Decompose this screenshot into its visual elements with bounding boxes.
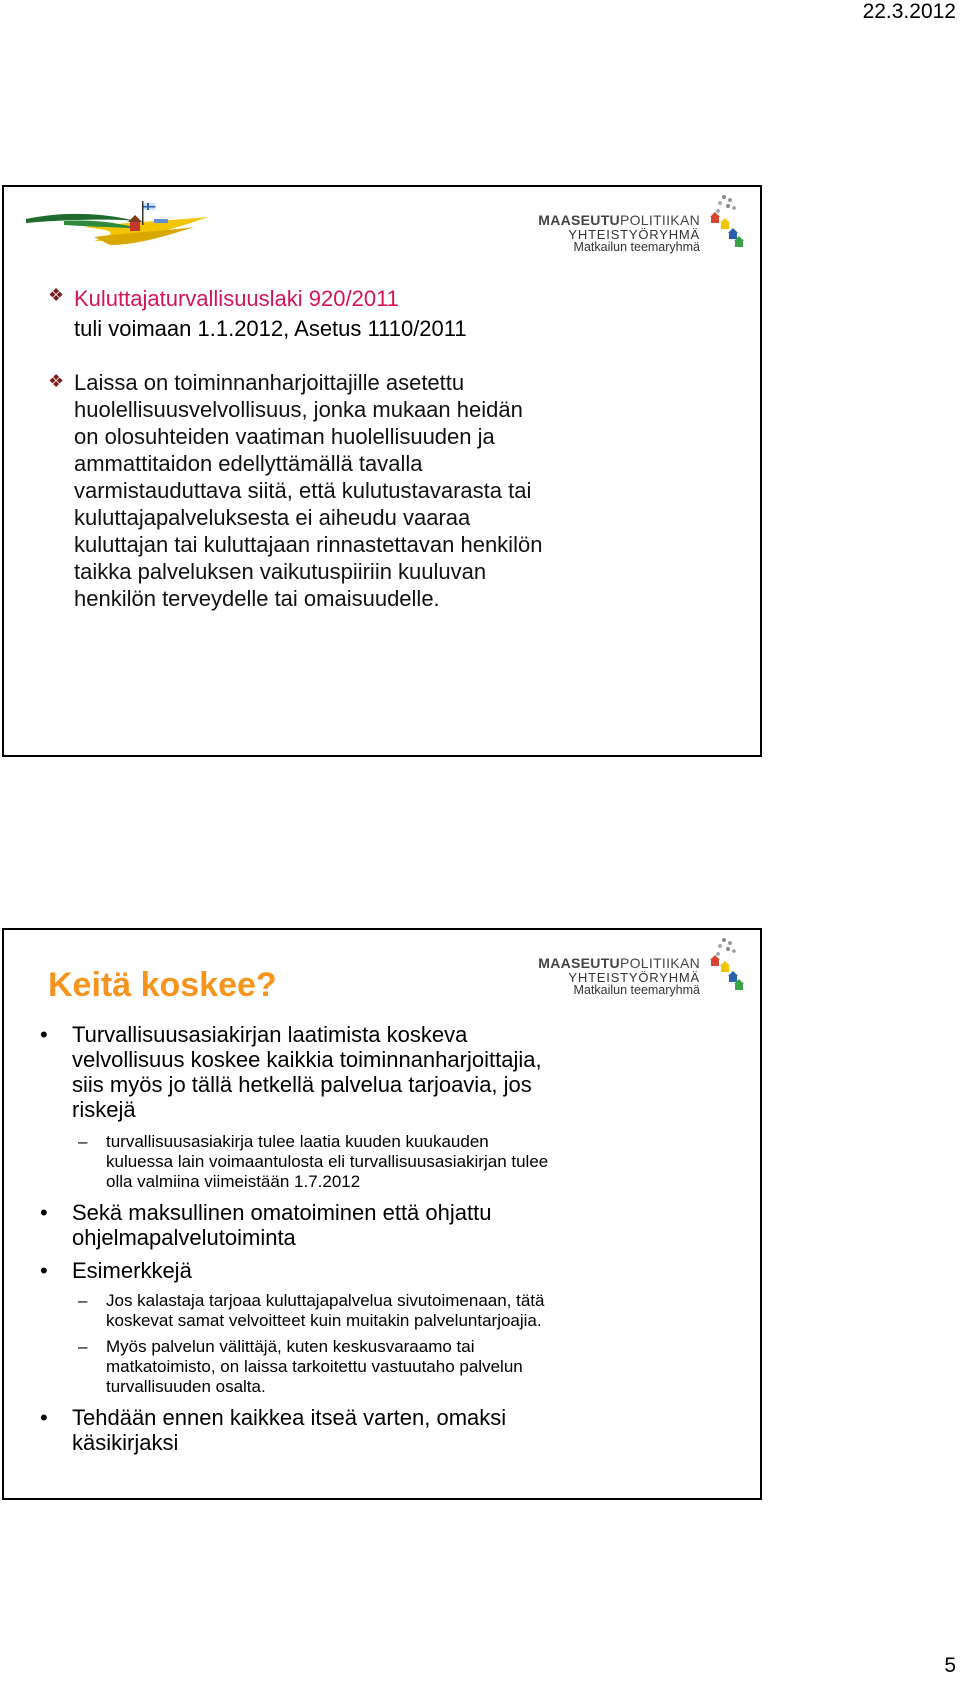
slide1-title: Kuluttajaturvallisuuslaki 920/2011 — [74, 286, 399, 311]
maaseutupolitiikka-logo — [538, 193, 746, 257]
bullet-dot-icon: • — [40, 1258, 48, 1283]
diamond-bullet-icon: ❖ — [48, 285, 65, 305]
paragraph-line: henkilön terveydelle tai omaisuudelle. — [74, 586, 440, 611]
paragraph-line: taikka palveluksen vaikutuspiiriin kuuluvan — [74, 559, 487, 584]
sub-bullet-item — [34, 1337, 734, 1397]
sub-bullet-line: koskevat samat velvoitteet kuin muitakin palveluntarjoajia. — [106, 1311, 542, 1330]
logo-line2: YHTEISTYÖRYHMÄ — [568, 226, 700, 242]
paragraph-line: on olosuhteiden vaatiman huolellisuuden ja — [74, 424, 495, 449]
slide2-bullet-list — [34, 1022, 734, 1461]
bullet-line: siis myös jo tällä hetkellä palvelua tarjoavia, jos — [72, 1072, 532, 1097]
bullet-line: Tehdään ennen kaikkea itseä varten, omaksi — [72, 1405, 507, 1430]
bullet-dot-icon: • — [40, 1022, 48, 1047]
sub-bullet-line: turvallisuuden osalta. — [106, 1377, 266, 1396]
slide1-paragraph — [74, 369, 748, 612]
logo-line2: YHTEISTYÖRYHMÄ — [568, 969, 700, 985]
bullet-line: ohjelmapalvelutoiminta — [72, 1225, 296, 1250]
slide1-subtitle: tuli voimaan 1.1.2012, Asetus 1110/2011 — [74, 316, 467, 341]
logo-line3: Matkailun teemaryhmä — [573, 240, 700, 255]
page-date: 22.3.2012 — [862, 0, 956, 23]
logo-line1-bold: MAASEUTU — [538, 212, 620, 228]
bullet-line: Esimerkkejä — [72, 1258, 192, 1283]
bullet-item — [34, 1022, 734, 1122]
houses-tree-logo-icon — [706, 193, 746, 249]
sub-bullet-line: Jos kalastaja tarjoaa kuluttajapalvelua sivutoimenaan, tätä — [106, 1291, 545, 1310]
paragraph-line: kuluttajan tai kuluttajaan rinnastettavan henkilön — [74, 532, 543, 557]
bullet-line: velvollisuus koskee kaikkia toiminnanharjoittajia, — [72, 1047, 542, 1072]
sub-bullet-line: olla valmiina viimeistään 1.7.2012 — [106, 1172, 361, 1191]
sub-bullet-item — [34, 1291, 734, 1331]
bullet-dot-icon: • — [40, 1405, 48, 1430]
bullet-item — [34, 1405, 734, 1455]
bullet-line: Sekä maksullinen omatoiminen että ohjattu — [72, 1200, 492, 1225]
houses-tree-logo-icon — [706, 936, 746, 992]
dash-bullet-icon: – — [78, 1337, 88, 1356]
sub-bullet-line: matkatoimisto, on laissa tarkoitettu vastuutaho palvelun — [106, 1357, 523, 1376]
bullet-line: riskejä — [72, 1097, 136, 1122]
sub-bullet-item — [34, 1132, 734, 1192]
slide2-title: Keitä koskee? — [48, 966, 277, 1004]
bullet-item — [34, 1200, 734, 1250]
paragraph-line: Laissa on toiminnanharjoittajille asetettu — [74, 370, 465, 395]
slide-1 — [2, 185, 762, 757]
page-number: 5 — [944, 1654, 956, 1677]
sub-bullet-line: Myös palvelun välittäjä, kuten keskusvaraamo tai — [106, 1337, 475, 1356]
flag-ribbon-logo-icon — [24, 197, 210, 257]
diamond-bullet-icon: ❖ — [48, 371, 65, 391]
slide-2 — [2, 928, 762, 1500]
bullet-line: käsikirjaksi — [72, 1430, 179, 1455]
dash-bullet-icon: – — [78, 1132, 88, 1151]
logo-line1-rest: POLITIIKAN — [619, 212, 700, 228]
paragraph-line: huolellisuusvelvollisuus, jonka mukaan heidän — [74, 397, 523, 422]
logo-line1-bold: MAASEUTU — [538, 955, 620, 971]
paragraph-line: varmistauduttava siitä, että kulutustavarasta tai — [74, 478, 532, 503]
logo-line3: Matkailun teemaryhmä — [573, 983, 700, 998]
logo-line1-rest: POLITIIKAN — [619, 955, 700, 971]
dash-bullet-icon: – — [78, 1291, 88, 1310]
bullet-line: Turvallisuusasiakirjan laatimista koskeva — [72, 1022, 468, 1047]
maaseutupolitiikka-logo — [538, 936, 746, 1000]
bullet-dot-icon: • — [40, 1200, 48, 1225]
sub-bullet-line: kuluessa lain voimaantulosta eli turvallisuusasiakirjan tulee — [106, 1152, 549, 1171]
bullet-item — [34, 1258, 734, 1283]
paragraph-line: kuluttajapalveluksesta ei aiheudu vaaraa — [74, 505, 471, 530]
sub-bullet-line: turvallisuusasiakirja tulee laatia kuuden kuukauden — [106, 1132, 489, 1151]
paragraph-line: ammattitaidon edellyttämällä tavalla — [74, 451, 423, 476]
